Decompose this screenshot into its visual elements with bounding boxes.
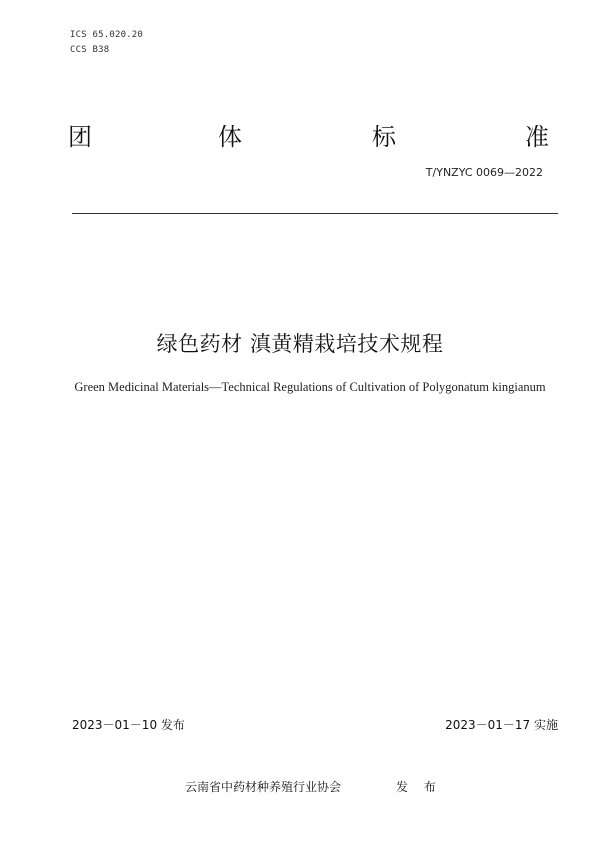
standard-type-char: 标 [372, 123, 396, 151]
standard-type-char: 团 [68, 123, 92, 151]
issue-date: 2023－01－10 发布 [72, 718, 185, 732]
title-chinese: 绿色药材 滇黄精栽培技术规程 [156, 332, 444, 356]
implementation-date: 2023－01－17 实施 [445, 718, 558, 732]
standard-number: T/YNZYC 0069—2022 [425, 166, 543, 179]
ics-code: ICS 65.020.20 [70, 30, 144, 40]
standard-type-char: 体 [218, 123, 242, 151]
header-divider [72, 213, 558, 214]
issuer-name: 云南省中药材种养殖行业协会 [185, 780, 342, 794]
issuer-suffix: 发 布 [396, 780, 442, 794]
standard-type-char: 准 [525, 123, 549, 151]
ccs-code: CCS B38 [70, 45, 110, 55]
title-english: Green Medicinal Materials—Technical Regulations of Cultivation of Polygonatum kingianum [74, 380, 546, 394]
